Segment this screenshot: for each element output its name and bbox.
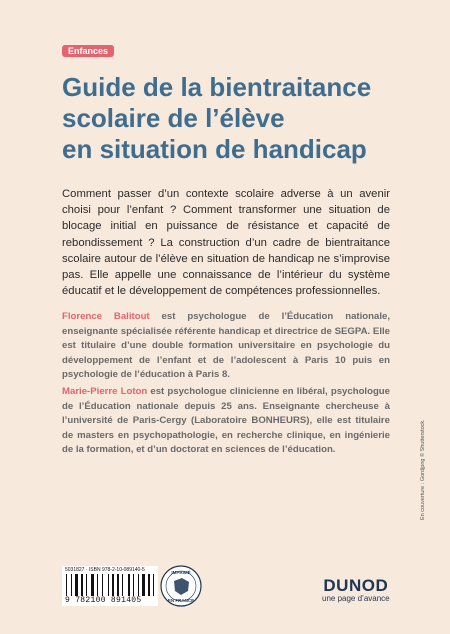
author-name-2: Marie-Pierre Loton [62,386,148,397]
author-name-1: Florence Balitout [62,311,150,322]
imprime-en-france-seal [160,565,202,607]
author-bio-text-2: est psychologue clinicienne en libéral, psychologue de l’Éducation nationale depuis 25 ans. Enseignante chercheuse à l’université de Paris-Cergy (Laboratoire BONHEURS), elle est titulaire de masters en psychopathologie, en recherche clinique, en ingénierie de la formation, et d’un doctorat en sciences de l’éducation. [62,386,391,456]
author-bio-text-1: est psychologue de l’Éducation nationale, enseignante spécialisée référente handicap et directrice de SEGPA. Elle est titulaire d’une double formation universitaire en psychologie du développement de l’enfant et de l’adolescent à Paris 10 puis en psychologie de l’éducation à Paris 8. [62,311,390,381]
barcode-bars [66,574,154,596]
publisher-logo [322,577,390,604]
seal-bottom-text: EN FRANCE [167,598,195,603]
title-line-2: scolaire de l’élève [62,103,285,133]
publisher-tagline: une page d’avance [322,594,390,603]
publisher-name: DUNOD [323,576,389,595]
author-bio-1 [62,310,390,383]
collection-badge: Enfances [62,45,114,57]
cover-credit: En couverture : Gordjpng © Shutterstock. [420,419,426,520]
seal-top-text: IMPRIMÉ [171,570,191,575]
isbn-line: 5031827 · ISBN 978-2-10-089140-5 [65,567,145,573]
title-line-1: Guide de la bientraitance [62,72,372,102]
book-title [62,72,422,165]
barcode-digits: 9 782100 891405 [65,596,142,605]
author-bio-2 [62,385,390,458]
title-line-3: en situation de handicap [62,134,367,164]
book-summary: Comment passer d’un contexte scolaire adverse à un avenir choisi pour l’enfant ? Comment transformer une situation de blocage initial en puissance de résistance et capacité de rebondissement ? La construction d’un cadre de bientraitance scolaire autour de l’élève en situation de handicap ne s’improvise pas. Elle appelle une connaissance de l’intérieur du système éducatif et le développement de compétences professionnelles. [62,188,390,298]
barcode [62,566,158,606]
